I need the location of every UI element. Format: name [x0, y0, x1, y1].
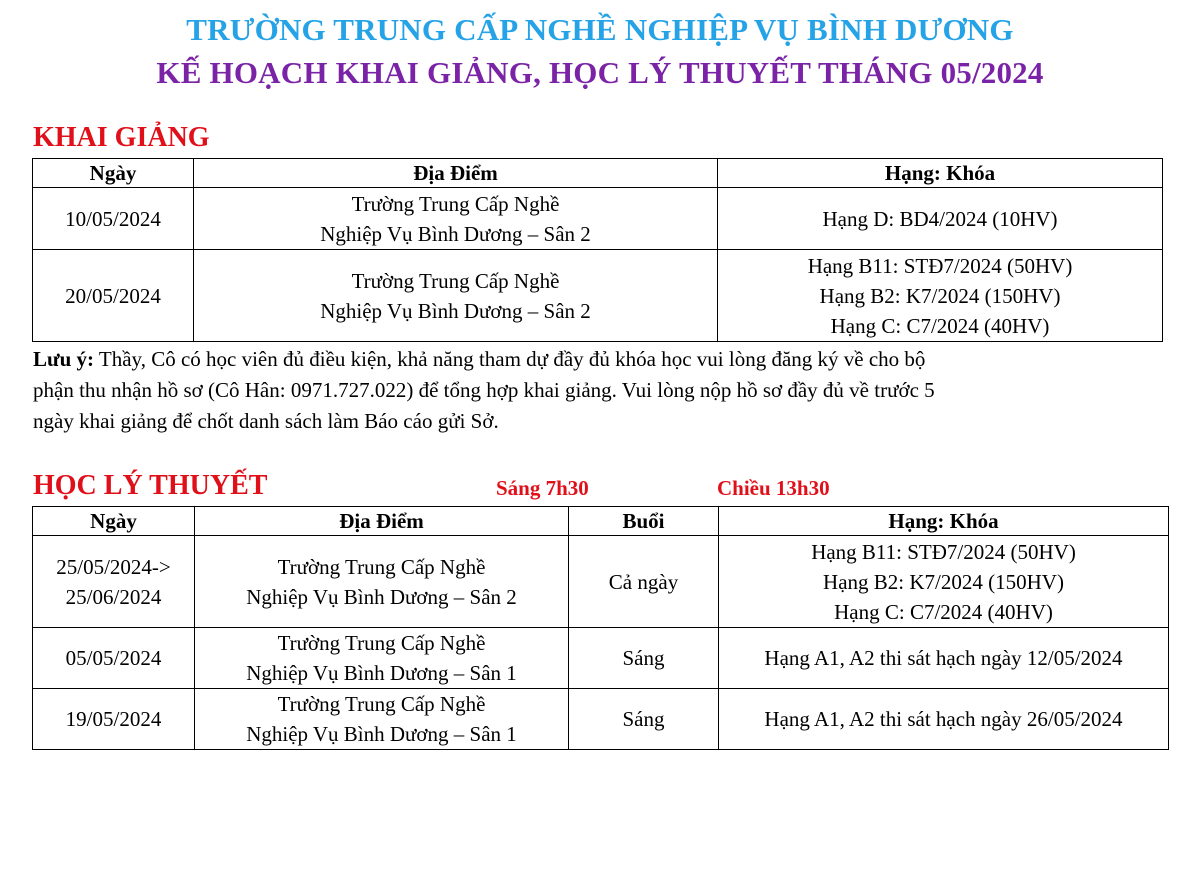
course-cell — [719, 689, 1169, 750]
location-line: Nghiệp Vụ Bình Dương – Sân 1 — [246, 661, 517, 685]
column-header-course: Hạng: Khóa — [719, 507, 1169, 536]
course-cell — [718, 188, 1163, 250]
location-line: Trường Trung Cấp Nghề — [351, 268, 560, 293]
table-row — [33, 188, 1163, 250]
session-cell: Sáng — [569, 628, 719, 689]
table-header-row — [33, 507, 1169, 536]
date-line: 19/05/2024 — [65, 707, 162, 731]
afternoon-time-label: Chiều 13h30 — [717, 476, 830, 500]
location-cell — [194, 188, 718, 250]
note-line: phận thu nhận hồ sơ (Cô Hân: 0971.727.022) để tổng hợp khai giảng. Vui lòng nộp hồ sơ đầy đủ về trước 5 — [33, 378, 935, 402]
course-cell — [719, 536, 1169, 628]
location-cell — [195, 689, 569, 750]
course-line: Hạng A1, A2 thi sát hạch ngày 26/05/2024 — [764, 707, 1123, 731]
course-line: Hạng B2: K7/2024 (150HV) — [823, 569, 1064, 594]
location-line: Nghiệp Vụ Bình Dương – Sân 2 — [320, 298, 591, 323]
column-header-date: Ngày — [33, 507, 195, 536]
location-cell — [194, 250, 718, 342]
date-line: 05/05/2024 — [65, 646, 162, 670]
date-cell: 20/05/2024 — [33, 250, 194, 342]
khai-giang-table — [32, 158, 1163, 342]
registration-note — [33, 344, 1145, 437]
khai-giang-heading: KHAI GIẢNG — [33, 122, 210, 153]
date-cell — [33, 628, 195, 689]
column-header-session: Buổi — [569, 507, 719, 536]
course-line: Hạng A1, A2 thi sát hạch ngày 12/05/2024 — [764, 646, 1123, 670]
course-cell — [718, 250, 1163, 342]
table-row — [33, 536, 1169, 628]
plan-title: KẾ HOẠCH KHAI GIẢNG, HỌC LÝ THUYẾT THÁNG 05/2024 — [156, 55, 1044, 90]
note-text: Thầy, Cô có học viên đủ điều kiện, khả năng tham dự đầy đủ khóa học vui lòng đăng ký về cho bộ — [98, 347, 926, 371]
date-cell — [33, 536, 195, 628]
school-title: TRƯỜNG TRUNG CẤP NGHỀ NGHIỆP VỤ BÌNH DƯƠNG — [186, 12, 1014, 47]
column-header-location: Địa Điểm — [194, 159, 718, 188]
location-cell — [195, 628, 569, 689]
location-line: Trường Trung Cấp Nghề — [351, 191, 560, 216]
ly-thuyet-table — [32, 506, 1169, 750]
course-line: Hạng C: C7/2024 (40HV) — [834, 599, 1053, 624]
morning-time-label: Sáng 7h30 — [496, 476, 589, 500]
table-header-row — [33, 159, 1163, 188]
location-line: Nghiệp Vụ Bình Dương – Sân 2 — [320, 221, 591, 246]
location-line: Trường Trung Cấp Nghề — [277, 631, 486, 655]
session-cell: Sáng — [569, 689, 719, 750]
location-line: Trường Trung Cấp Nghề — [277, 554, 486, 579]
note-line — [33, 344, 1145, 375]
course-line: Hạng B11: STĐ7/2024 (50HV) — [811, 539, 1076, 564]
session-cell: Cả ngày — [569, 536, 719, 628]
location-line: Nghiệp Vụ Bình Dương – Sân 1 — [246, 722, 517, 746]
note-line: ngày khai giảng để chốt danh sách làm Báo cáo gửi Sở. — [33, 409, 499, 433]
course-line: Hạng B2: K7/2024 (150HV) — [819, 283, 1061, 308]
date-line: 25/06/2024 — [65, 584, 162, 609]
column-header-date: Ngày — [33, 159, 194, 188]
date-cell — [33, 689, 195, 750]
ly-thuyet-heading: HỌC LÝ THUYẾT — [33, 470, 268, 501]
course-line: Hạng B11: STĐ7/2024 (50HV) — [807, 253, 1073, 278]
location-line: Nghiệp Vụ Bình Dương – Sân 2 — [246, 584, 517, 609]
date-cell: 10/05/2024 — [33, 188, 194, 250]
course-cell — [719, 628, 1169, 689]
column-header-course: Hạng: Khóa — [718, 159, 1163, 188]
column-header-location: Địa Điểm — [195, 507, 569, 536]
location-line: Trường Trung Cấp Nghề — [277, 692, 486, 716]
course-line: Hạng C: C7/2024 (40HV) — [830, 313, 1050, 338]
location-cell — [195, 536, 569, 628]
course-line: Hạng D: BD4/2024 (10HV) — [822, 206, 1058, 231]
note-label: Lưu ý: — [33, 347, 95, 371]
table-row — [33, 250, 1163, 342]
table-row — [33, 689, 1169, 750]
table-row — [33, 628, 1169, 689]
date-line: 25/05/2024-> — [56, 554, 171, 579]
